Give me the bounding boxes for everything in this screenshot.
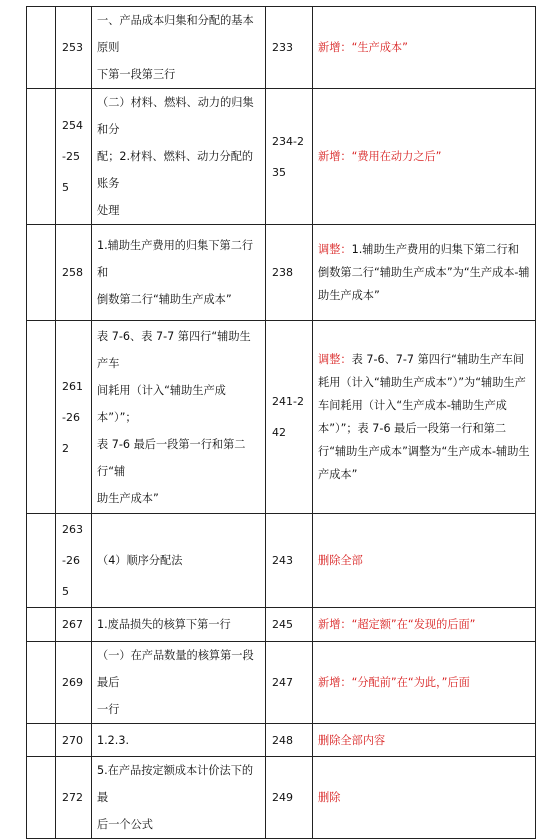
table-row <box>27 514 536 608</box>
location-line: 5.在产品按定额成本计价法下的最 <box>97 764 254 804</box>
location-line: （4）顺序分配法 <box>97 554 183 567</box>
revision-cell <box>313 514 536 608</box>
revision-action: 新增：“费用在动力之后” <box>318 150 442 163</box>
revision-cell <box>313 724 536 757</box>
original-page-cell: 267 <box>56 608 92 642</box>
location-cell <box>92 757 266 839</box>
table-row <box>27 225 536 321</box>
table-row <box>27 89 536 225</box>
location-cell <box>92 642 266 724</box>
location-cell <box>92 7 266 89</box>
revision-action: 删除 <box>318 791 341 804</box>
margin-cell <box>27 225 56 321</box>
original-page-cell: 254-255 <box>56 89 92 225</box>
revision-action: 删除全部内容 <box>318 733 386 747</box>
location-cell <box>92 514 266 608</box>
margin-cell <box>27 89 56 225</box>
location-line: 一行 <box>97 703 120 716</box>
location-line: （二）材料、燃料、动力的归集和分 <box>97 96 254 136</box>
location-cell <box>92 225 266 321</box>
margin-cell <box>27 321 56 514</box>
revision-cell <box>313 642 536 724</box>
new-page-cell: 247 <box>266 642 313 724</box>
revision-cell <box>313 7 536 89</box>
new-page-cell: 233 <box>266 7 313 89</box>
revision-detail: 表 7-6、7-7 第四行“辅助生产车间耗用（计入“辅助生产成本”）”为“辅助生产车间耗用（计入“生产成本-辅助生产成本”）”；表 7-6 最后一段第一行和第二行“辅助生产成本”调整为“生产成本-辅助生产成本” <box>318 353 530 481</box>
location-line: 一、产品成本归集和分配的基本原则 <box>97 14 254 54</box>
table-row <box>27 642 536 724</box>
original-page-cell: 253 <box>56 7 92 89</box>
location-cell <box>92 724 266 757</box>
location-line: 倒数第二行“辅助生产成本” <box>97 293 232 306</box>
table-row <box>27 724 536 757</box>
original-page-cell: 270 <box>56 724 92 757</box>
margin-cell <box>27 724 56 757</box>
original-page-cell: 258 <box>56 225 92 321</box>
location-cell <box>92 321 266 514</box>
revision-cell <box>313 321 536 514</box>
location-line: 助生产成本” <box>97 491 159 505</box>
location-line: 后一个公式 <box>97 818 153 831</box>
location-line: 1.2.3. <box>97 733 130 747</box>
original-page-cell: 263-265 <box>56 514 92 608</box>
errata-table <box>26 6 536 839</box>
revision-cell <box>313 757 536 839</box>
location-line: 处理 <box>97 204 120 217</box>
new-page-cell: 238 <box>266 225 313 321</box>
location-line: 表 7-6 最后一段第一行和第二行“辅 <box>97 437 246 478</box>
new-page-cell: 248 <box>266 724 313 757</box>
revision-detail: 1.辅助生产费用的归集下第二行和倒数第二行“辅助生产成本”为“生产成本-辅助生产成本” <box>318 243 530 302</box>
location-cell <box>92 89 266 225</box>
location-line: 1.废品损失的核算下第一行 <box>97 618 231 631</box>
revision-action: 调整： <box>318 353 352 366</box>
margin-cell <box>27 608 56 642</box>
location-line: 1.辅助生产费用的归集下第二行和 <box>97 239 254 279</box>
revision-action: 新增：“分配前”在“为此，”后面 <box>318 676 470 689</box>
margin-cell <box>27 7 56 89</box>
table-row <box>27 321 536 514</box>
location-line: 间耗用（计入“辅助生产成本”）”； <box>97 383 226 424</box>
original-page-cell: 261-262 <box>56 321 92 514</box>
location-line: 配；2.材料、燃料、动力分配的账务 <box>97 150 254 190</box>
original-page-cell: 269 <box>56 642 92 724</box>
location-line: 下第一段第三行 <box>97 68 176 81</box>
margin-cell <box>27 514 56 608</box>
revision-action: 新增：“超定额”在“发现的后面” <box>318 618 476 631</box>
new-page-cell: 249 <box>266 757 313 839</box>
location-line: 表 7-6、表 7-7 第四行“辅助生产车 <box>97 329 251 370</box>
table-row <box>27 757 536 839</box>
new-page-cell: 241-242 <box>266 321 313 514</box>
margin-cell <box>27 642 56 724</box>
location-line: （一）在产品数量的核算第一段最后 <box>97 649 254 689</box>
new-page-cell: 245 <box>266 608 313 642</box>
original-page-cell: 272 <box>56 757 92 839</box>
margin-cell <box>27 757 56 839</box>
table-row <box>27 608 536 642</box>
revision-action: 调整： <box>318 243 352 256</box>
revision-cell <box>313 89 536 225</box>
revision-action: 新增：“生产成本” <box>318 41 408 54</box>
new-page-cell: 243 <box>266 514 313 608</box>
revision-cell <box>313 608 536 642</box>
table-row <box>27 7 536 89</box>
location-cell <box>92 608 266 642</box>
revision-cell <box>313 225 536 321</box>
new-page-cell: 234-235 <box>266 89 313 225</box>
revision-action: 删除全部 <box>318 554 363 567</box>
